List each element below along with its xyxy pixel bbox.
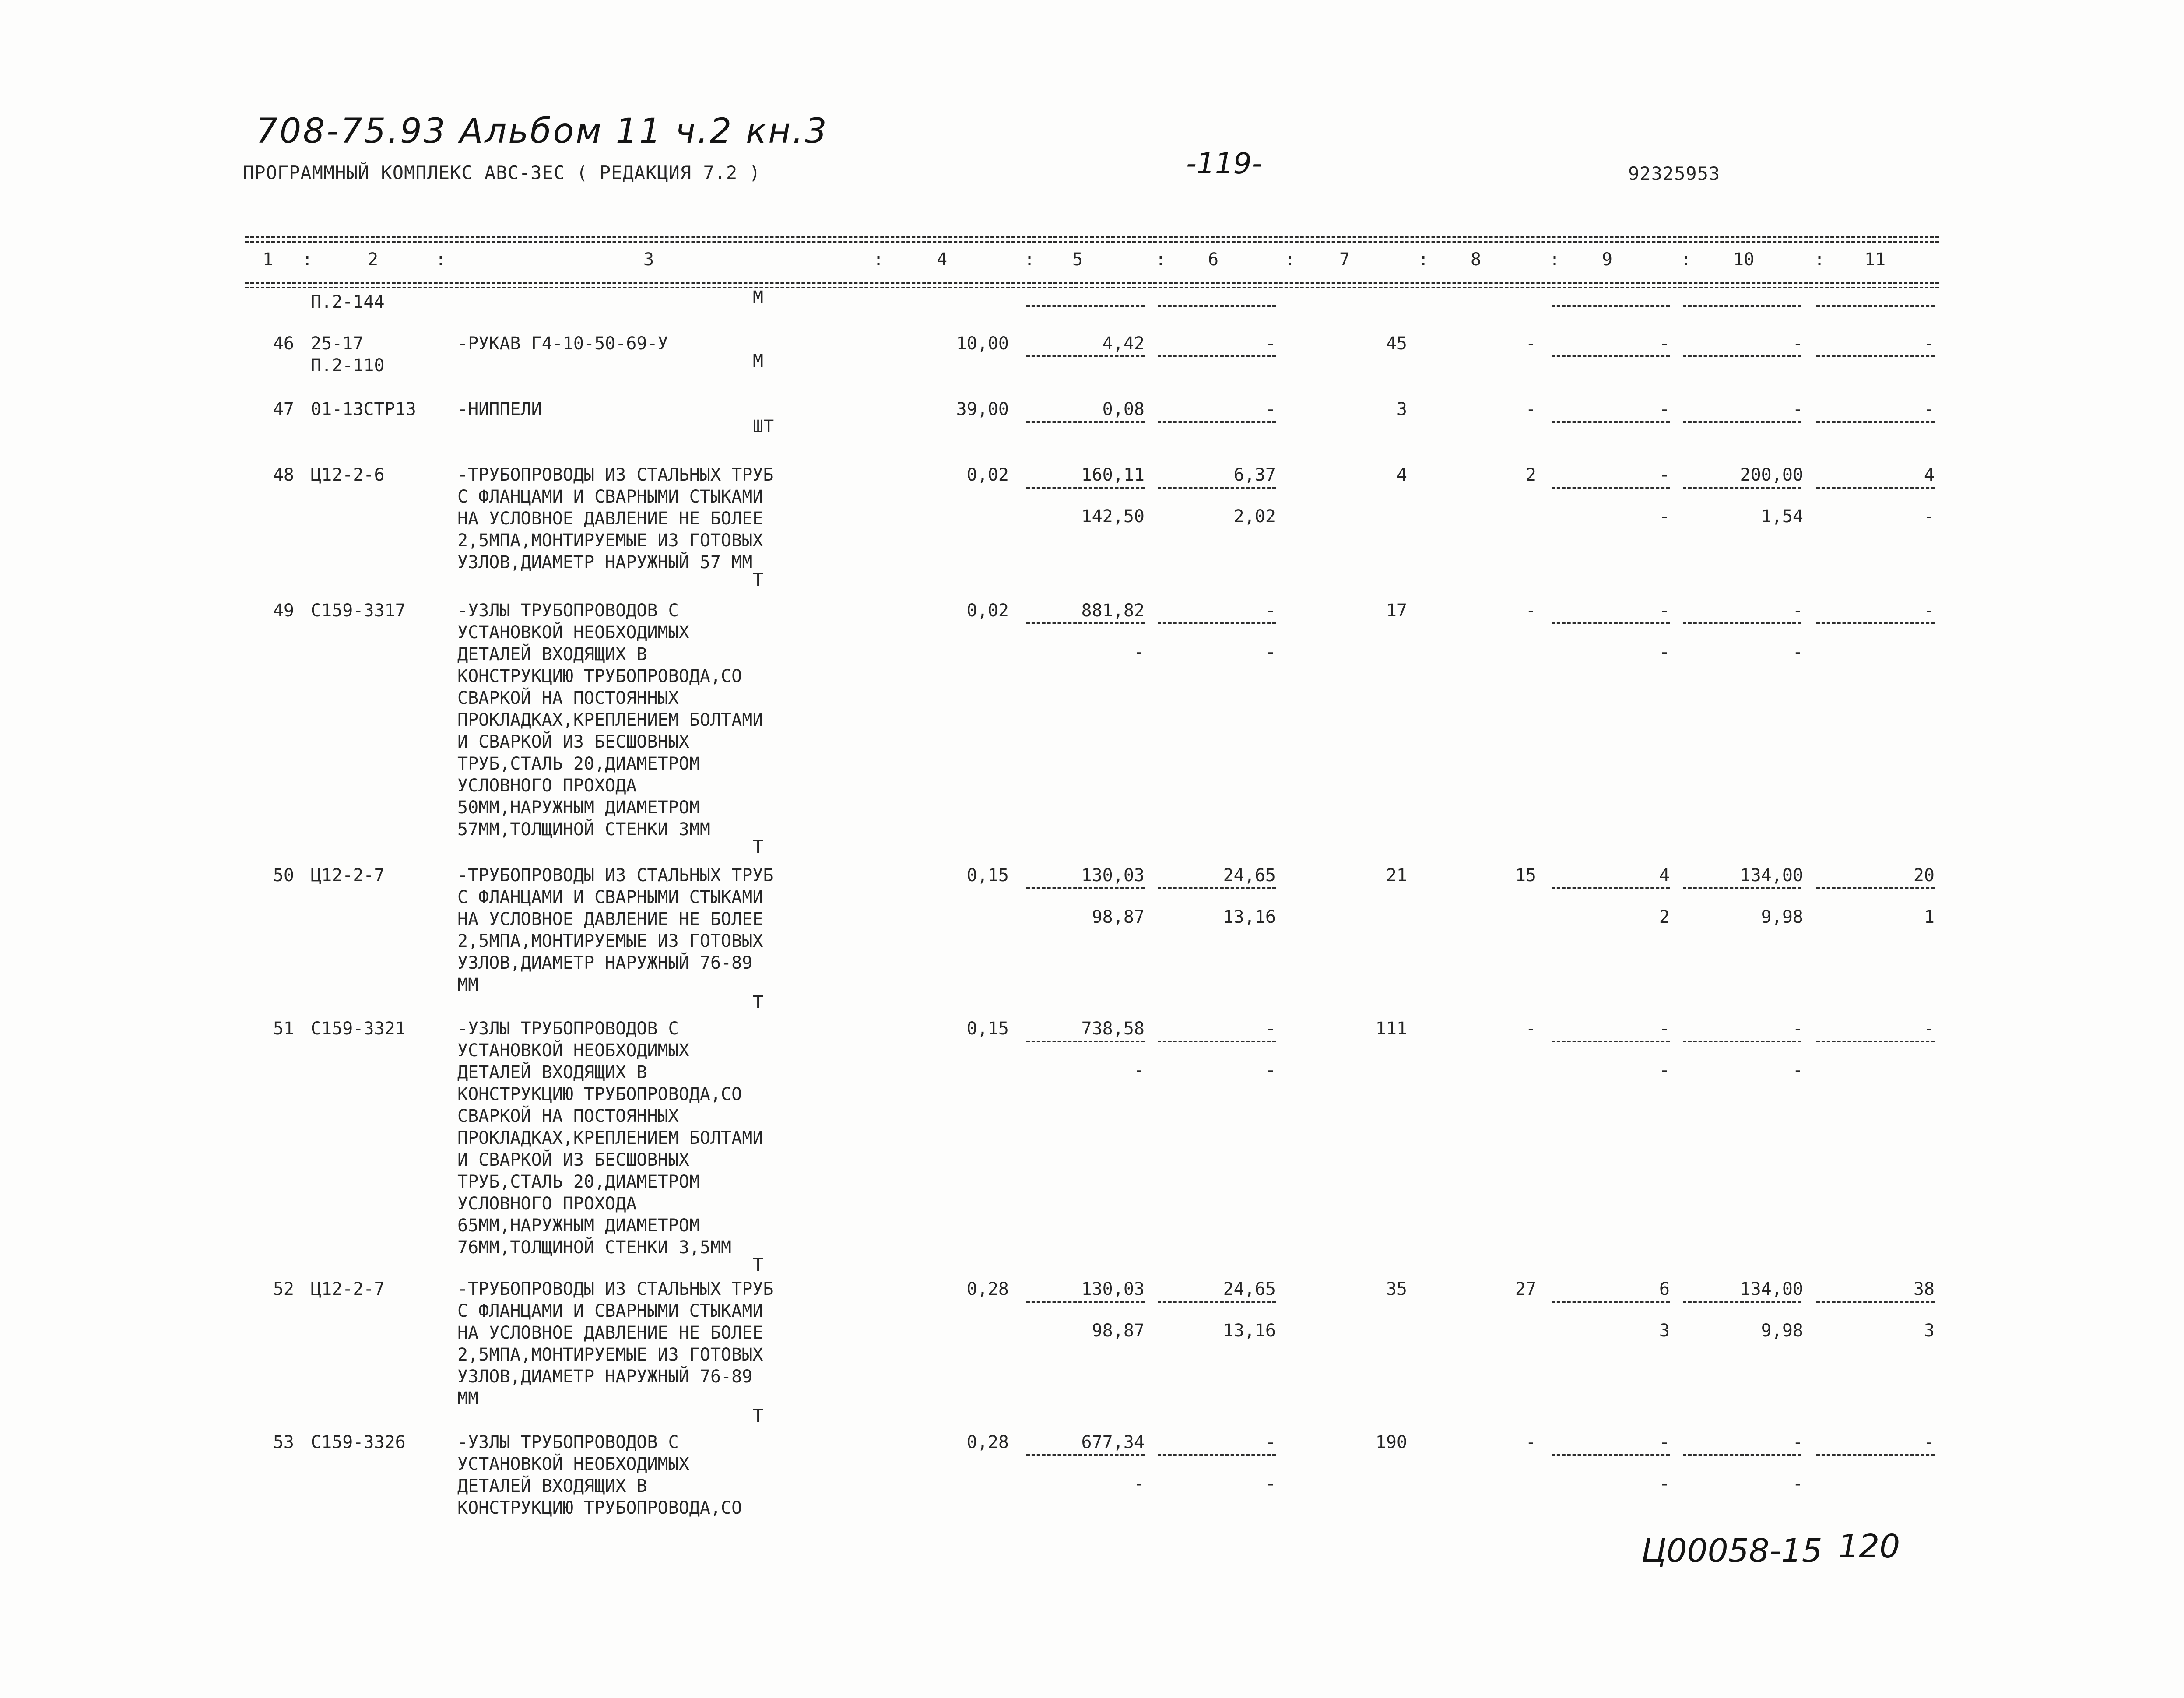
row-value-c9: - xyxy=(1659,334,1670,354)
row-description-line: НА УСЛОВНОЕ ДАВЛЕНИЕ НЕ БОЛЕЕ xyxy=(457,1323,763,1343)
row-code: 25-17 П.2-110 xyxy=(311,334,385,376)
value-separator-c9 xyxy=(1552,887,1670,889)
row-value-c6b: 2,02 xyxy=(1233,506,1276,527)
value-separator-c10 xyxy=(1683,421,1801,423)
row-description-line: ДЕТАЛЕЙ ВХОДЯЩИХ В xyxy=(457,644,647,664)
row-value-c4: 0,28 xyxy=(966,1279,1009,1299)
value-separator-c5 xyxy=(1026,487,1145,489)
value-separator-c11 xyxy=(1816,487,1935,489)
value-separator-c11 xyxy=(1816,1041,1935,1042)
row-number: 53 xyxy=(273,1432,294,1452)
column-header-11: 11 xyxy=(1864,250,1886,270)
row-value-c10: 134,00 xyxy=(1740,1279,1803,1299)
value-separator-c11 xyxy=(1816,1454,1935,1456)
row-value-c9: - xyxy=(1659,465,1670,485)
column-separator: : xyxy=(302,250,313,270)
row-value-c4: 0,15 xyxy=(966,865,1009,886)
column-separator: : xyxy=(1285,250,1296,270)
handwritten-stamp: Ц00058-15 xyxy=(1641,1532,1822,1570)
row-value-c7: 35 xyxy=(1386,1279,1407,1299)
row-description-line: ДЕТАЛЕЙ ВХОДЯЩИХ В xyxy=(457,1476,647,1496)
row-description-line: ТРУБ,СТАЛЬ 20,ДИАМЕТРОМ xyxy=(457,754,700,774)
row-description-line: -НИППЕЛИ xyxy=(457,399,542,419)
row-value-c9b: 2 xyxy=(1659,907,1670,927)
row-description-line: -УЗЛЫ ТРУБОПРОВОДОВ С xyxy=(457,601,679,621)
row-value-c9: - xyxy=(1659,601,1670,621)
row-value-c5: 4,42 xyxy=(1102,334,1145,354)
row-value-c11: - xyxy=(1924,1432,1935,1452)
value-separator-c10 xyxy=(1683,487,1801,489)
row-description-line: 50ММ,НАРУЖНЫМ ДИАМЕТРОМ xyxy=(457,798,700,818)
value-separator-c5 xyxy=(1026,355,1145,357)
row-unit: Т xyxy=(753,992,764,1012)
table-header-bottom-rule xyxy=(245,282,1939,284)
value-separator-c10 xyxy=(1683,1454,1801,1456)
row-value-c4: 0,28 xyxy=(966,1432,1009,1452)
value-separator-c5 xyxy=(1026,305,1145,307)
row-value-c11b: 1 xyxy=(1924,907,1935,927)
row-description-line: 2,5МПА,МОНТИРУЕМЫЕ ИЗ ГОТОВЫХ xyxy=(457,1345,763,1365)
row-value-c6b: 13,16 xyxy=(1223,1321,1276,1341)
row-number: 52 xyxy=(273,1279,294,1299)
value-separator-c9 xyxy=(1552,1301,1670,1303)
row-code: С159-3326 xyxy=(311,1432,406,1452)
column-separator: : xyxy=(1024,250,1035,270)
row-value-c7: 17 xyxy=(1386,601,1407,621)
row-value-c8: - xyxy=(1525,1019,1536,1039)
row-description-line: УСТАНОВКОЙ НЕОБХОДИМЫХ xyxy=(457,1454,689,1474)
column-header-6: 6 xyxy=(1208,250,1219,270)
row-value-c5: 677,34 xyxy=(1081,1432,1145,1452)
row-value-c5: 130,03 xyxy=(1081,1279,1145,1299)
row-value-c8: 2 xyxy=(1525,465,1536,485)
column-header-9: 9 xyxy=(1602,250,1613,270)
row-number: 46 xyxy=(273,334,294,354)
row-value-c5b: - xyxy=(1134,1060,1145,1080)
row-description-line: УСЛОВНОГО ПРОХОДА xyxy=(457,776,637,796)
value-separator-c10 xyxy=(1683,305,1801,307)
row-description-line: ТРУБ,СТАЛЬ 20,ДИАМЕТРОМ xyxy=(457,1172,700,1192)
row-value-c8: 27 xyxy=(1515,1279,1536,1299)
row-value-c9: 4 xyxy=(1659,865,1670,886)
column-header-4: 4 xyxy=(937,250,948,270)
row-value-c6: - xyxy=(1265,399,1276,419)
row-value-c10: - xyxy=(1792,1432,1803,1452)
row-value-c10: - xyxy=(1792,601,1803,621)
row-description-line: КОНСТРУКЦИЮ ТРУБОПРОВОДА,СО xyxy=(457,1084,742,1104)
row-description-line: 76ММ,ТОЛЩИНОЙ СТЕНКИ 3,5ММ xyxy=(457,1237,732,1258)
table-header-bottom-rule-2 xyxy=(245,287,1939,288)
row-code: С159-3321 xyxy=(311,1019,406,1039)
row-description-line: -ТРУБОПРОВОДЫ ИЗ СТАЛЬНЫХ ТРУБ xyxy=(457,1279,774,1299)
row-description-line: -ТРУБОПРОВОДЫ ИЗ СТАЛЬНЫХ ТРУБ xyxy=(457,865,774,886)
row-value-c11b: - xyxy=(1924,506,1935,527)
row-description-line: -РУКАВ Г4-10-50-69-У xyxy=(457,334,668,354)
row-number: 51 xyxy=(273,1019,294,1039)
column-separator: : xyxy=(1418,250,1429,270)
row-value-c7: 190 xyxy=(1375,1432,1407,1452)
row-description-line: СВАРКОЙ НА ПОСТОЯННЫХ xyxy=(457,688,679,708)
value-separator-c5 xyxy=(1026,887,1145,889)
row-description-line: И СВАРКОЙ ИЗ БЕСШОВНЫХ xyxy=(457,1150,689,1170)
row-value-c9: - xyxy=(1659,399,1670,419)
row-value-c10b: 9,98 xyxy=(1761,907,1803,927)
row-value-c11: 20 xyxy=(1913,865,1935,886)
value-separator-c11 xyxy=(1816,1301,1935,1303)
column-separator: : xyxy=(1549,250,1560,270)
row-value-c9b: 3 xyxy=(1659,1321,1670,1341)
row-number: 49 xyxy=(273,601,294,621)
row-value-c4: 39,00 xyxy=(956,399,1009,419)
row-value-c6: - xyxy=(1265,1019,1276,1039)
row-description-line: УСТАНОВКОЙ НЕОБХОДИМЫХ xyxy=(457,622,689,643)
value-separator-c6 xyxy=(1158,1301,1276,1303)
row-value-c8: - xyxy=(1525,1432,1536,1452)
row-description-line: ПРОКЛАДКАХ,КРЕПЛЕНИЕМ БОЛТАМИ xyxy=(457,710,763,730)
row-value-c6b: - xyxy=(1265,1474,1276,1494)
row-value-c8: - xyxy=(1525,399,1536,419)
value-separator-c11 xyxy=(1816,421,1935,423)
row-value-c10b: 9,98 xyxy=(1761,1321,1803,1341)
row-value-c4: 0,15 xyxy=(966,1019,1009,1039)
row-value-c6: 24,65 xyxy=(1223,865,1276,886)
row-description-line: УСЛОВНОГО ПРОХОДА xyxy=(457,1194,637,1214)
row-value-c5b: 142,50 xyxy=(1081,506,1145,527)
row-code: Ц12-2-7 xyxy=(311,865,385,886)
value-separator-c9 xyxy=(1552,355,1670,357)
value-separator-c6 xyxy=(1158,622,1276,624)
row-value-c6b: - xyxy=(1265,1060,1276,1080)
row-code: Ц12-2-7 xyxy=(311,1279,385,1299)
row-value-c9b: - xyxy=(1659,506,1670,527)
row-unit: ШТ xyxy=(753,417,774,437)
value-separator-c6 xyxy=(1158,887,1276,889)
row-value-c5: 0,08 xyxy=(1102,399,1145,419)
row-description-line: УЗЛОВ,ДИАМЕТР НАРУЖНЫЙ 57 ММ xyxy=(457,552,753,573)
value-separator-c5 xyxy=(1026,1454,1145,1456)
row-value-c6: - xyxy=(1265,334,1276,354)
row-unit: Т xyxy=(753,837,764,857)
row-description-line: ММ xyxy=(457,975,479,995)
row-value-c6: - xyxy=(1265,601,1276,621)
row-value-c6: 24,65 xyxy=(1223,1279,1276,1299)
column-header-5: 5 xyxy=(1072,250,1083,270)
row-value-c11: - xyxy=(1924,334,1935,354)
page-number: -119- xyxy=(1186,147,1262,180)
column-header-7: 7 xyxy=(1339,250,1350,270)
value-separator-c6 xyxy=(1158,305,1276,307)
table-top-rule-2 xyxy=(245,241,1939,243)
value-separator-c6 xyxy=(1158,1041,1276,1042)
row-description-line: 2,5МПА,МОНТИРУЕМЫЕ ИЗ ГОТОВЫХ xyxy=(457,931,763,951)
value-separator-c9 xyxy=(1552,421,1670,423)
row-value-c7: 4 xyxy=(1396,465,1407,485)
row-value-c11: - xyxy=(1924,1019,1935,1039)
row-unit: Т xyxy=(753,1255,764,1275)
row-value-c11: 4 xyxy=(1924,465,1935,485)
row-code: 01-13СТР13 xyxy=(311,399,416,419)
value-separator-c11 xyxy=(1816,622,1935,624)
row-value-c4: 10,00 xyxy=(956,334,1009,354)
value-separator-c11 xyxy=(1816,355,1935,357)
row-description-line: УСТАНОВКОЙ НЕОБХОДИМЫХ xyxy=(457,1041,689,1061)
value-separator-c5 xyxy=(1026,421,1145,423)
row-description-line: С ФЛАНЦАМИ И СВАРНЫМИ СТЫКАМИ xyxy=(457,887,763,907)
row-value-c9b: - xyxy=(1659,642,1670,662)
row-value-c5: 130,03 xyxy=(1081,865,1145,886)
document-code: 92325953 xyxy=(1628,163,1721,184)
row-value-c9: 6 xyxy=(1659,1279,1670,1299)
row-value-c7: 21 xyxy=(1386,865,1407,886)
value-separator-c9 xyxy=(1552,622,1670,624)
column-separator: : xyxy=(1155,250,1166,270)
column-separator: : xyxy=(873,250,884,270)
row-description-line: -ТРУБОПРОВОДЫ ИЗ СТАЛЬНЫХ ТРУБ xyxy=(457,465,774,485)
row-unit: М xyxy=(753,288,764,308)
row-description-line: НА УСЛОВНОЕ ДАВЛЕНИЕ НЕ БОЛЕЕ xyxy=(457,509,763,529)
value-separator-c10 xyxy=(1683,1041,1801,1042)
column-header-8: 8 xyxy=(1471,250,1482,270)
row-value-c5b: 98,87 xyxy=(1092,1321,1145,1341)
row-number: 50 xyxy=(273,865,294,886)
row-description-line: ММ xyxy=(457,1389,479,1409)
value-separator-c6 xyxy=(1158,355,1276,357)
value-separator-c9 xyxy=(1552,1454,1670,1456)
column-header-1: 1 xyxy=(263,250,274,270)
row-value-c4: 0,02 xyxy=(966,601,1009,621)
row-number: 48 xyxy=(273,465,294,485)
row-value-c5: 881,82 xyxy=(1081,601,1145,621)
value-separator-c9 xyxy=(1552,305,1670,307)
row-value-c10b: - xyxy=(1792,1474,1803,1494)
row-value-c10: 134,00 xyxy=(1740,865,1803,886)
row-description-line: 65ММ,НАРУЖНЫМ ДИАМЕТРОМ xyxy=(457,1216,700,1236)
row-unit: Т xyxy=(753,1406,764,1426)
row-description-line: -УЗЛЫ ТРУБОПРОВОДОВ С xyxy=(457,1019,679,1039)
row-value-c10: - xyxy=(1792,1019,1803,1039)
row-value-c10: - xyxy=(1792,399,1803,419)
value-separator-c10 xyxy=(1683,622,1801,624)
row-value-c9b: - xyxy=(1659,1474,1670,1494)
value-separator-c9 xyxy=(1552,487,1670,489)
row-value-c10: - xyxy=(1792,334,1803,354)
value-separator-c10 xyxy=(1683,887,1801,889)
row-value-c5b: - xyxy=(1134,642,1145,662)
row-value-c10: 200,00 xyxy=(1740,465,1803,485)
value-separator-c11 xyxy=(1816,887,1935,889)
row-description-line: УЗЛОВ,ДИАМЕТР НАРУЖНЫЙ 76-89 xyxy=(457,953,753,973)
row-value-c6b: - xyxy=(1265,642,1276,662)
row-value-c9: - xyxy=(1659,1432,1670,1452)
value-separator-c9 xyxy=(1552,1041,1670,1042)
handwritten-title: 708-75.93 Альбом 11 ч.2 кн.3 xyxy=(256,112,829,151)
column-separator: : xyxy=(435,250,446,270)
row-value-c8: - xyxy=(1525,601,1536,621)
handwritten-page: 120 xyxy=(1838,1528,1900,1565)
value-separator-c11 xyxy=(1816,305,1935,307)
row-value-c6: - xyxy=(1265,1432,1276,1452)
row-unit: М xyxy=(753,351,764,371)
row-value-c5b: - xyxy=(1134,1474,1145,1494)
row-description-line: ДЕТАЛЕЙ ВХОДЯЩИХ В xyxy=(457,1062,647,1083)
row-value-c11: 38 xyxy=(1913,1279,1935,1299)
row-description-line: КОНСТРУКЦИЮ ТРУБОПРОВОДА,СО xyxy=(457,1498,742,1518)
row-description-line: 2,5МПА,МОНТИРУЕМЫЕ ИЗ ГОТОВЫХ xyxy=(457,531,763,551)
row-value-c7: 45 xyxy=(1386,334,1407,354)
value-separator-c5 xyxy=(1026,622,1145,624)
row-value-c10b: - xyxy=(1792,1060,1803,1080)
row-value-c5b: 98,87 xyxy=(1092,907,1145,927)
row-description-line: С ФЛАНЦАМИ И СВАРНЫМИ СТЫКАМИ xyxy=(457,1301,763,1321)
row-description-line: 57ММ,ТОЛЩИНОЙ СТЕНКИ 3ММ xyxy=(457,819,710,840)
value-separator-c5 xyxy=(1026,1041,1145,1042)
column-header-3: 3 xyxy=(643,250,654,270)
row-description-line: -УЗЛЫ ТРУБОПРОВОДОВ С xyxy=(457,1432,679,1452)
row-value-c6b: 13,16 xyxy=(1223,907,1276,927)
value-separator-c6 xyxy=(1158,421,1276,423)
row-description-line: УЗЛОВ,ДИАМЕТР НАРУЖНЫЙ 76-89 xyxy=(457,1367,753,1387)
value-separator-c5 xyxy=(1026,1301,1145,1303)
row-value-c10b: 1,54 xyxy=(1761,506,1803,527)
row-value-c11: - xyxy=(1924,399,1935,419)
program-line: ПРОГРАММНЫЙ КОМПЛЕКС АВС-3ЕС ( РЕДАКЦИЯ 7.2 ) xyxy=(243,162,761,183)
value-separator-c10 xyxy=(1683,1301,1801,1303)
row-number: 47 xyxy=(273,399,294,419)
row-value-c7: 111 xyxy=(1375,1019,1407,1039)
row-value-c5: 738,58 xyxy=(1081,1019,1145,1039)
row-value-c7: 3 xyxy=(1396,399,1407,419)
value-separator-c10 xyxy=(1683,355,1801,357)
column-header-2: 2 xyxy=(368,250,379,270)
value-separator-c6 xyxy=(1158,487,1276,489)
table-top-rule xyxy=(245,236,1939,238)
row-description-line: НА УСЛОВНОЕ ДАВЛЕНИЕ НЕ БОЛЕЕ xyxy=(457,909,763,929)
row-value-c5: 160,11 xyxy=(1081,465,1145,485)
row-value-c8: 15 xyxy=(1515,865,1536,886)
row-description-line: КОНСТРУКЦИЮ ТРУБОПРОВОДА,СО xyxy=(457,666,742,686)
value-separator-c6 xyxy=(1158,1454,1276,1456)
row-value-c6: 6,37 xyxy=(1233,465,1276,485)
row-description-line: С ФЛАНЦАМИ И СВАРНЫМИ СТЫКАМИ xyxy=(457,487,763,507)
row-code: П.2-144 xyxy=(311,292,385,312)
row-value-c10b: - xyxy=(1792,642,1803,662)
column-separator: : xyxy=(1681,250,1692,270)
row-description-line: ПРОКЛАДКАХ,КРЕПЛЕНИЕМ БОЛТАМИ xyxy=(457,1128,763,1148)
row-value-c9: - xyxy=(1659,1019,1670,1039)
row-value-c9b: - xyxy=(1659,1060,1670,1080)
row-value-c8: - xyxy=(1525,334,1536,354)
row-description-line: СВАРКОЙ НА ПОСТОЯННЫХ xyxy=(457,1106,679,1126)
row-code: С159-3317 xyxy=(311,601,406,621)
row-code: Ц12-2-6 xyxy=(311,465,385,485)
row-unit: Т xyxy=(753,570,764,590)
row-value-c11: - xyxy=(1924,601,1935,621)
row-value-c11b: 3 xyxy=(1924,1321,1935,1341)
column-separator: : xyxy=(1814,250,1825,270)
row-value-c4: 0,02 xyxy=(966,465,1009,485)
row-description-line: И СВАРКОЙ ИЗ БЕСШОВНЫХ xyxy=(457,732,689,752)
column-header-10: 10 xyxy=(1733,250,1755,270)
